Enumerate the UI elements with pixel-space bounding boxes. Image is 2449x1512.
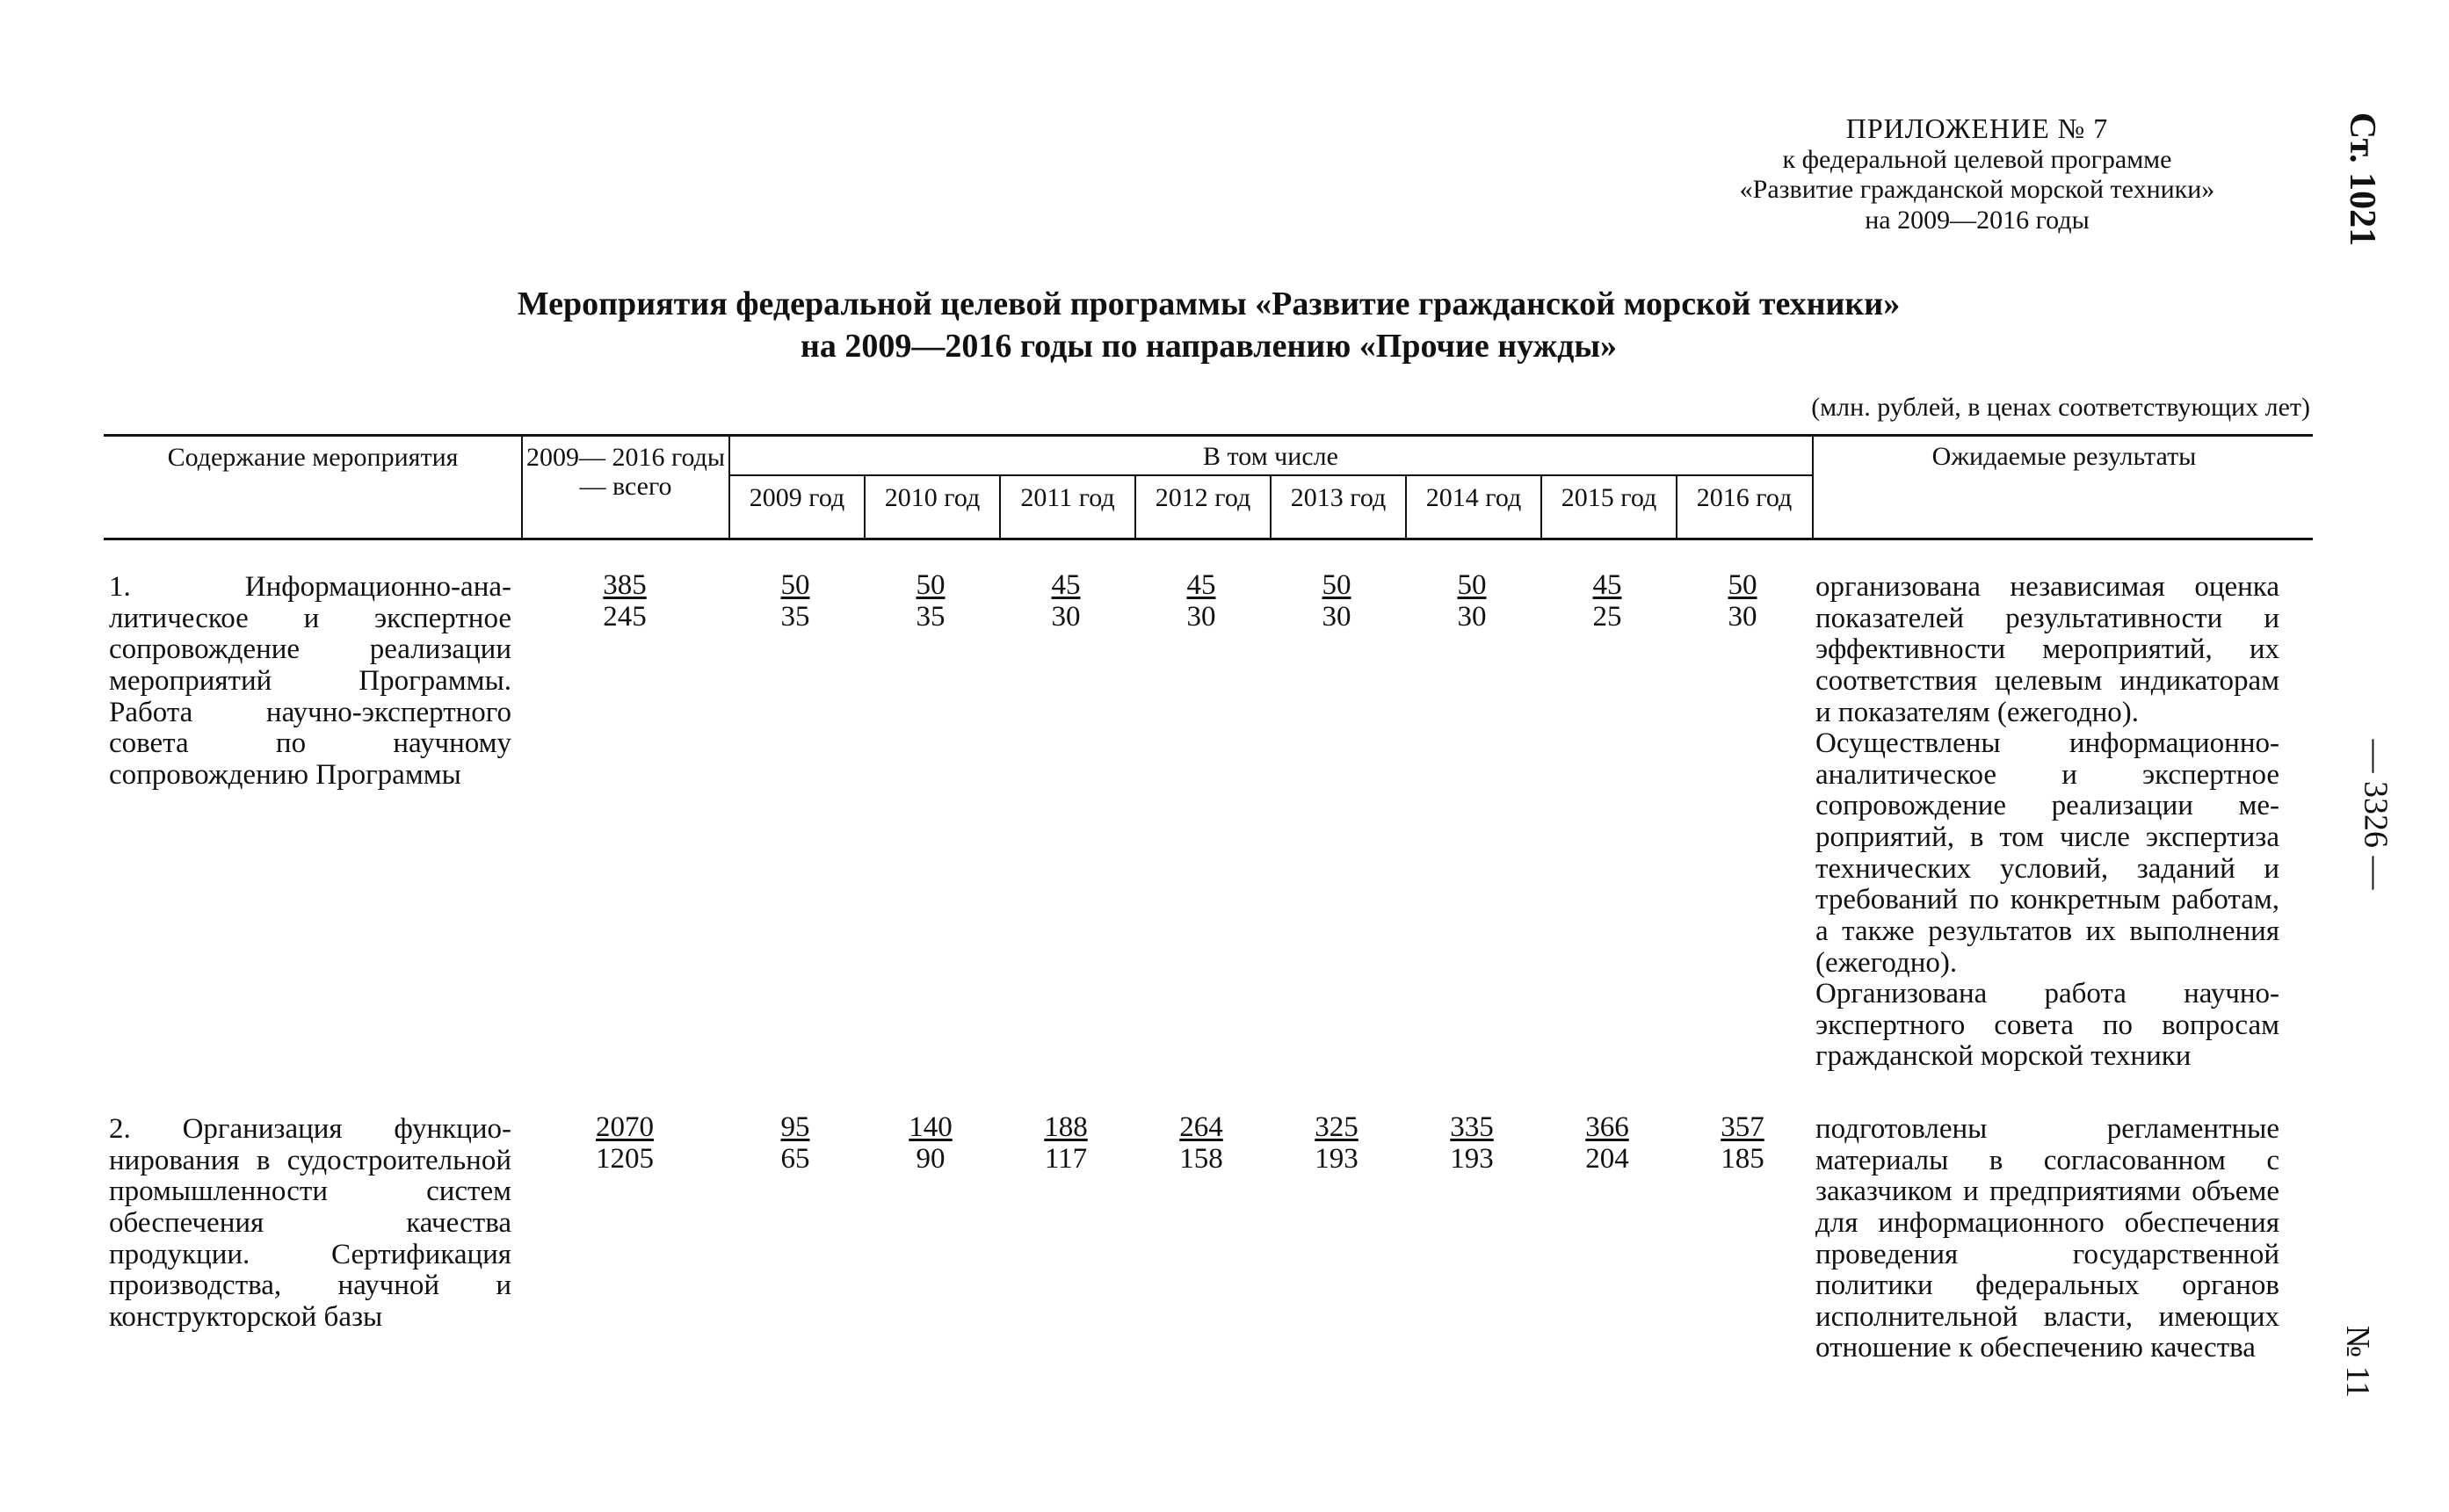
year-value-secondary: 30 bbox=[1457, 601, 1487, 633]
year-value-secondary: 204 bbox=[1585, 1143, 1629, 1176]
appendix-line-2: к федеральной целевой программе bbox=[1782, 144, 2172, 174]
year-value: 264 bbox=[1179, 1111, 1223, 1143]
header-year: 2012 год bbox=[1155, 483, 1251, 512]
col-divider bbox=[1134, 474, 1136, 539]
year-value-secondary: 193 bbox=[1315, 1143, 1359, 1176]
year-value: 50 bbox=[1728, 569, 1757, 601]
table-row-1-year-2014 bbox=[1406, 569, 1538, 633]
title-line-2: на 2009—2016 годы по направлению «Прочие нужды» bbox=[800, 328, 1618, 365]
year-value: 50 bbox=[780, 569, 810, 601]
year-value-secondary: 185 bbox=[1721, 1143, 1764, 1176]
header-year: 2011 год bbox=[1020, 483, 1115, 512]
issue-number: № 11 bbox=[2339, 1325, 2377, 1399]
document-title bbox=[104, 283, 2314, 368]
year-value: 188 bbox=[1044, 1111, 1088, 1143]
col-divider bbox=[1812, 434, 1814, 539]
year-value: 357 bbox=[1721, 1111, 1764, 1143]
total-value-secondary: 1205 bbox=[596, 1143, 654, 1176]
appendix-line-3: «Развитие гражданской морской техники» bbox=[1739, 175, 2215, 205]
appendix-number: ПРИЛОЖЕНИЕ № 7 bbox=[1845, 112, 2109, 144]
year-value: 45 bbox=[1186, 569, 1216, 601]
year-value-secondary: 65 bbox=[780, 1143, 810, 1176]
year-value-secondary: 193 bbox=[1450, 1143, 1494, 1176]
year-value: 366 bbox=[1585, 1111, 1629, 1143]
col-divider bbox=[999, 474, 1001, 539]
table-row-2-total bbox=[559, 1111, 691, 1176]
table-row-1-content: 1. Информационно-аналитическое и экспертное сопровождение реализации мероприятий Программы. Работа научно-экспертного совета по научному сопровождению Программы bbox=[109, 571, 511, 791]
table-row-1-year-2015 bbox=[1541, 569, 1673, 633]
table-row-2-year-2014 bbox=[1406, 1111, 1538, 1176]
year-value: 335 bbox=[1450, 1111, 1494, 1143]
page-number: — 3326 — bbox=[2357, 739, 2395, 890]
appendix-line-4: на 2009—2016 годы bbox=[1865, 205, 2090, 235]
result-paragraph: подготовлены регламентные материалы в согласованном с заказчиком и предприятиями объеме для информационного обеспечения проведения государственной политики федеральных органов исполнительной власти, имеющих отношение к обеспечению качества bbox=[1815, 1113, 2279, 1364]
header-content: Содержание мероприятия bbox=[167, 443, 459, 472]
total-value: 2070 bbox=[596, 1111, 654, 1143]
table-row-2-year-2012 bbox=[1135, 1111, 1267, 1176]
header-year: 2013 год bbox=[1290, 483, 1387, 512]
year-value: 140 bbox=[909, 1111, 953, 1143]
table-row-2-year-2016 bbox=[1677, 1111, 1808, 1176]
year-value: 45 bbox=[1051, 569, 1081, 601]
year-value-secondary: 117 bbox=[1044, 1143, 1088, 1176]
year-value-secondary: 30 bbox=[1322, 601, 1351, 633]
header-including: В том числе bbox=[1203, 442, 1338, 471]
table-row-1-year-2013 bbox=[1271, 569, 1402, 633]
year-value-secondary: 158 bbox=[1179, 1143, 1223, 1176]
year-value: 50 bbox=[1322, 569, 1351, 601]
table-top-rule bbox=[104, 434, 2313, 437]
table-row-1-year-2012 bbox=[1135, 569, 1267, 633]
table-row-1-year-2010 bbox=[865, 569, 996, 633]
year-value-secondary: 35 bbox=[780, 601, 810, 633]
header-year: 2014 год bbox=[1425, 483, 1522, 512]
result-paragraph: организована независимая оценка показателей результативности и эффективности мероприятий, их соответствия целевым индикаторам и показателям (ежегодно). bbox=[1815, 571, 2279, 728]
year-value: 50 bbox=[916, 569, 946, 601]
header-year: 2016 год bbox=[1696, 483, 1793, 512]
result-paragraph: Осуществлены информационно-аналитическое и экспертное сопровождение реализации мероприятий, в том числе экспертиза технических условий, заданий и требований по конкретным работам, а также результатов их выполнения (ежегодно). bbox=[1815, 727, 2279, 979]
table-row-2-year-2009 bbox=[729, 1111, 861, 1176]
table-row-1-year-2016 bbox=[1677, 569, 1808, 633]
year-value-secondary: 35 bbox=[916, 601, 946, 633]
year-value-secondary: 30 bbox=[1728, 601, 1757, 633]
title-line-1: Мероприятия федеральной целевой программы «Развитие гражданской морской техники» bbox=[517, 286, 1901, 322]
header-results: Ожидаемые результаты bbox=[1931, 442, 2197, 471]
units-note: (млн. рублей, в ценах соответствующих лет) bbox=[1811, 393, 2310, 422]
year-value: 325 bbox=[1315, 1111, 1359, 1143]
col-divider bbox=[1540, 474, 1542, 539]
year-value-secondary: 30 bbox=[1051, 601, 1081, 633]
year-value-secondary: 90 bbox=[916, 1143, 946, 1176]
header-year: 2015 год bbox=[1561, 483, 1657, 512]
table-row-2-year-2010 bbox=[865, 1111, 996, 1176]
result-paragraph: Организована работа научно-экспертного совета по вопросам гражданской морской техники bbox=[1815, 978, 2279, 1073]
table-row-2-year-2015 bbox=[1541, 1111, 1673, 1176]
appendix-header bbox=[1670, 112, 2285, 235]
col-divider bbox=[1270, 474, 1272, 539]
year-value: 45 bbox=[1592, 569, 1622, 601]
table-header-bottom-rule bbox=[104, 538, 2313, 540]
article-number: Ст. 1021 bbox=[2342, 112, 2383, 247]
year-value-secondary: 30 bbox=[1186, 601, 1216, 633]
header-year: 2009 год bbox=[749, 483, 845, 512]
col-divider bbox=[521, 434, 523, 539]
table-row-1-total bbox=[559, 569, 691, 633]
table-row-1-results bbox=[1815, 572, 2279, 1073]
table-row-1-year-2009 bbox=[729, 569, 861, 633]
year-value: 50 bbox=[1457, 569, 1487, 601]
table-row-2-year-2011 bbox=[1000, 1111, 1132, 1176]
col-divider bbox=[728, 434, 730, 539]
year-value-secondary: 25 bbox=[1592, 601, 1622, 633]
total-value: 385 bbox=[603, 569, 647, 601]
table-row-2-content: 2. Организация функционирования в судостроительной промышленности систем обеспечения качества продукции. Сертификация производства, научной и конструкторской базы bbox=[109, 1113, 511, 1333]
header-total: 2009— 2016 годы — всего bbox=[525, 443, 726, 501]
table-row-2-year-2013 bbox=[1271, 1111, 1402, 1176]
year-value: 95 bbox=[780, 1111, 810, 1143]
col-divider bbox=[864, 474, 866, 539]
col-divider bbox=[1405, 474, 1407, 539]
table-row-1-year-2011 bbox=[1000, 569, 1132, 633]
table-row-2-results bbox=[1815, 1114, 2279, 1364]
total-value-secondary: 245 bbox=[603, 601, 647, 633]
col-divider bbox=[1676, 474, 1677, 539]
header-year: 2010 год bbox=[884, 483, 981, 512]
